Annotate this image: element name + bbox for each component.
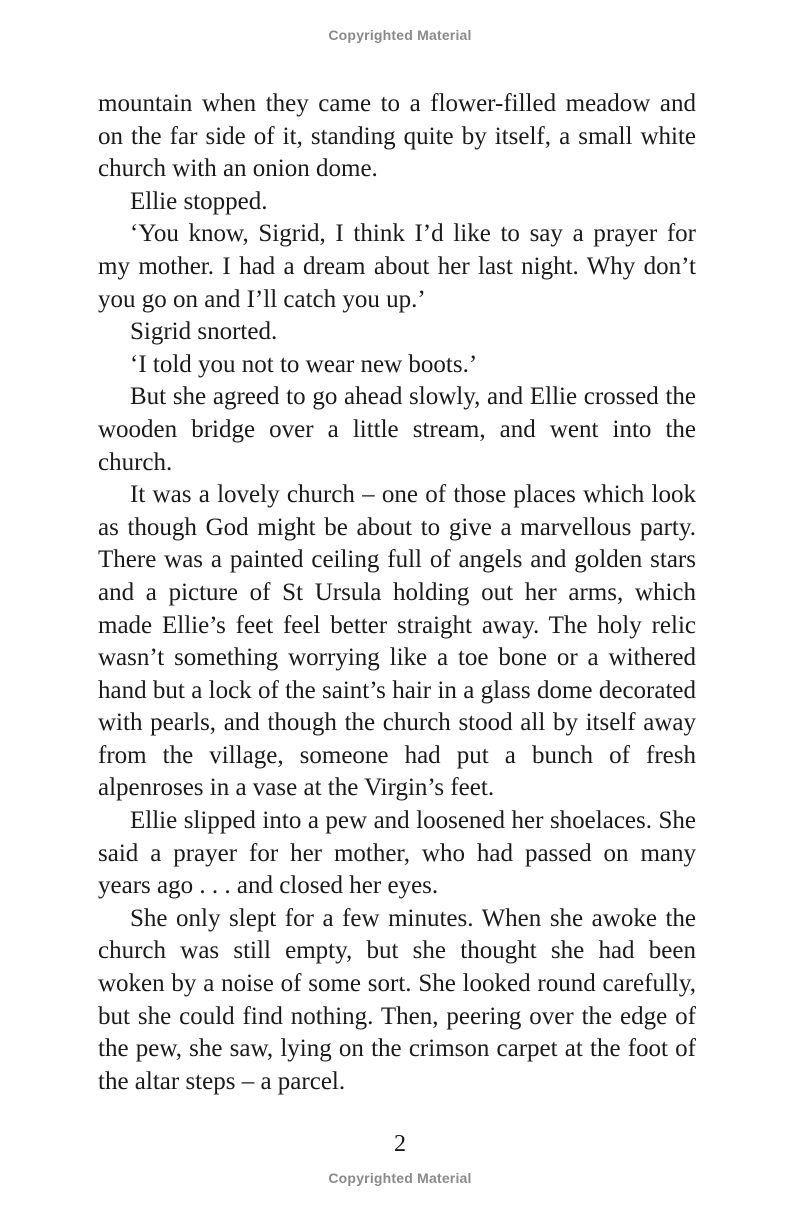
paragraph: ‘You know, Sigrid, I think I’d like to say a prayer for my mother. I had a dream about her last night. Why don’t you go on and I’ll catch you up.’ (98, 220, 696, 313)
paragraph: But she agreed to go ahead slowly, and Ellie crossed the wooden bridge over a little stream, and went into the church. (98, 383, 696, 476)
paragraph: Sigrid snorted. (130, 318, 278, 346)
paragraph: It was a lovely church – one of those places which look as though God might be about to give a marvellous party. There was a painted ceiling full of angels and golden stars and a picture of St Ursula holding out her arms, which made Ellie’s feet feel better straight away. The holy relic wasn’t something worrying like a toe bone or a withered hand but a lock of the saint’s hair in a glass dome decorated with pearls, and though the church stood all by itself away from the village, someone had put a bunch of fresh alpenroses in a vase at the Virgin’s feet. (98, 481, 696, 802)
paragraph: She only slept for a few minutes. When she awoke the church was still empty, but she thought she had been woken by a noise of some sort. She looked round carefully, but she could find nothing. Then, peering over the edge of the pew, she saw, lying on the crimson carpet at the foot of the altar steps – a parcel. (98, 904, 696, 1095)
page-number: 2 (394, 1131, 406, 1157)
paragraph: Ellie slipped into a pew and loosened her shoelaces. She said a prayer for her mother, who had passed on many years ago . . . and closed her eyes. (98, 807, 696, 900)
paragraph: ‘I told you not to wear new boots.’ (130, 350, 478, 378)
copyright-watermark-top: Copyrighted Material (328, 27, 472, 43)
page-body-text (98, 88, 696, 1098)
copyright-watermark-bottom: Copyrighted Material (328, 1170, 472, 1186)
paragraph: Ellie stopped. (130, 187, 268, 215)
paragraph-continued: mountain when they came to a flower-filled meadow and on the far side of it, standing quite by itself, a small white church with an onion dome. (98, 90, 696, 183)
